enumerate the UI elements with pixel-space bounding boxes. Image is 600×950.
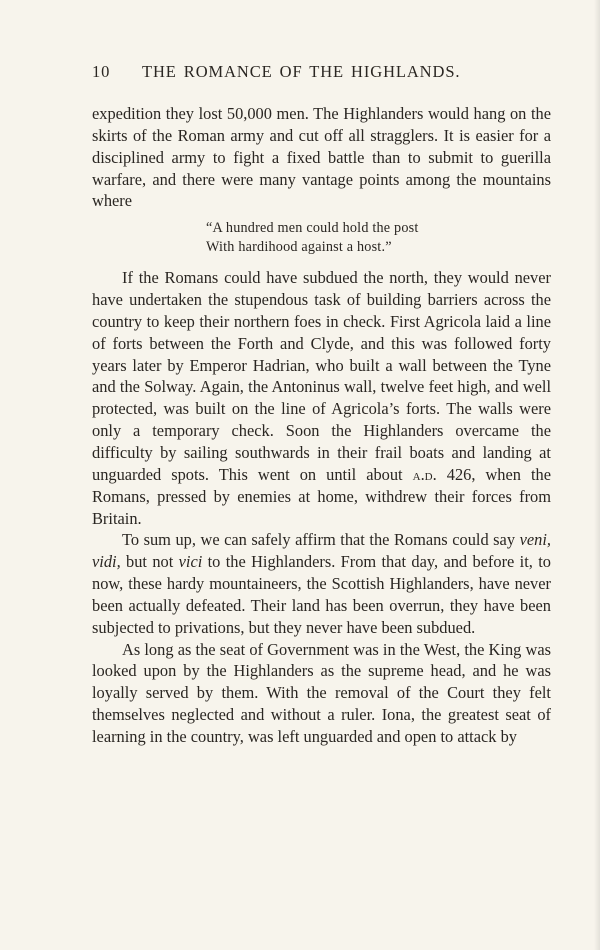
running-title: THE ROMANCE OF THE HIGHLANDS.	[142, 62, 461, 81]
paragraph-government: As long as the seat of Government was in the West, the King was looked upon by the Highlanders as the supreme head, and he was loyally served by them. With the removal of the Court they felt themselves neglected and without a ruler. Iona, the greatest seat of learning in the country, was left unguarded and open to attack by	[92, 639, 551, 746]
verse-line-2: With hardihood against a host.”	[206, 238, 392, 255]
page-body	[92, 103, 551, 748]
page-edge-shadow	[594, 0, 600, 950]
latin-word: vici	[178, 552, 203, 572]
page-number: 10	[92, 62, 111, 81]
verse-quote	[206, 219, 551, 256]
paragraph-sum-up	[92, 529, 551, 638]
latin-phrase: veni, vidi,	[92, 530, 551, 572]
paragraph-roman-walls	[92, 267, 551, 529]
era-abbreviation: a.d.	[412, 464, 437, 484]
verse-line-1: “A hundred men could hold the post	[206, 220, 419, 237]
text-segment: To sum up, we can safely affirm that the Romans could say	[122, 530, 516, 550]
paragraph-continuation: expedition they lost 50,000 men. The Highlanders would hang on the skirts of the Roman army and cut off all stragglers. It is easier for a disciplined army to fight a fixed battle than to submit to guerilla warfare, and there were many vantage points among the mountains where	[92, 104, 551, 211]
text-segment: but not	[126, 552, 174, 572]
text-segment: 426, when the Romans, pressed by enemies at home, withdrew their forces from Britain.	[92, 464, 551, 528]
text-segment: to the Highlanders. From that day, and before it, to now, these hardy mountaineers, the Scottish Highlanders, have never been actually defeated. Their land has been overrun, they have been subjected to privations, but they never have been subdued.	[92, 552, 551, 637]
text-segment: If the Romans could have subdued the north, they would never have undertaken the stupendous task of building barriers across the country to keep their northern foes in check. First Agricola laid a line of forts between the Forth and Clyde, and this was followed forty years later by Emperor Hadrian, who built a wall between the Tyne and the Solway. Again, the Antoninus wall, twelve feet high, and well protected, was built on the line of Agricola’s forts. The walls were only a temporary check. Soon the Highlanders overcame the difficulty by sailing southwards in their frail boats and landing at unguarded spots. This went on until about	[92, 268, 551, 484]
